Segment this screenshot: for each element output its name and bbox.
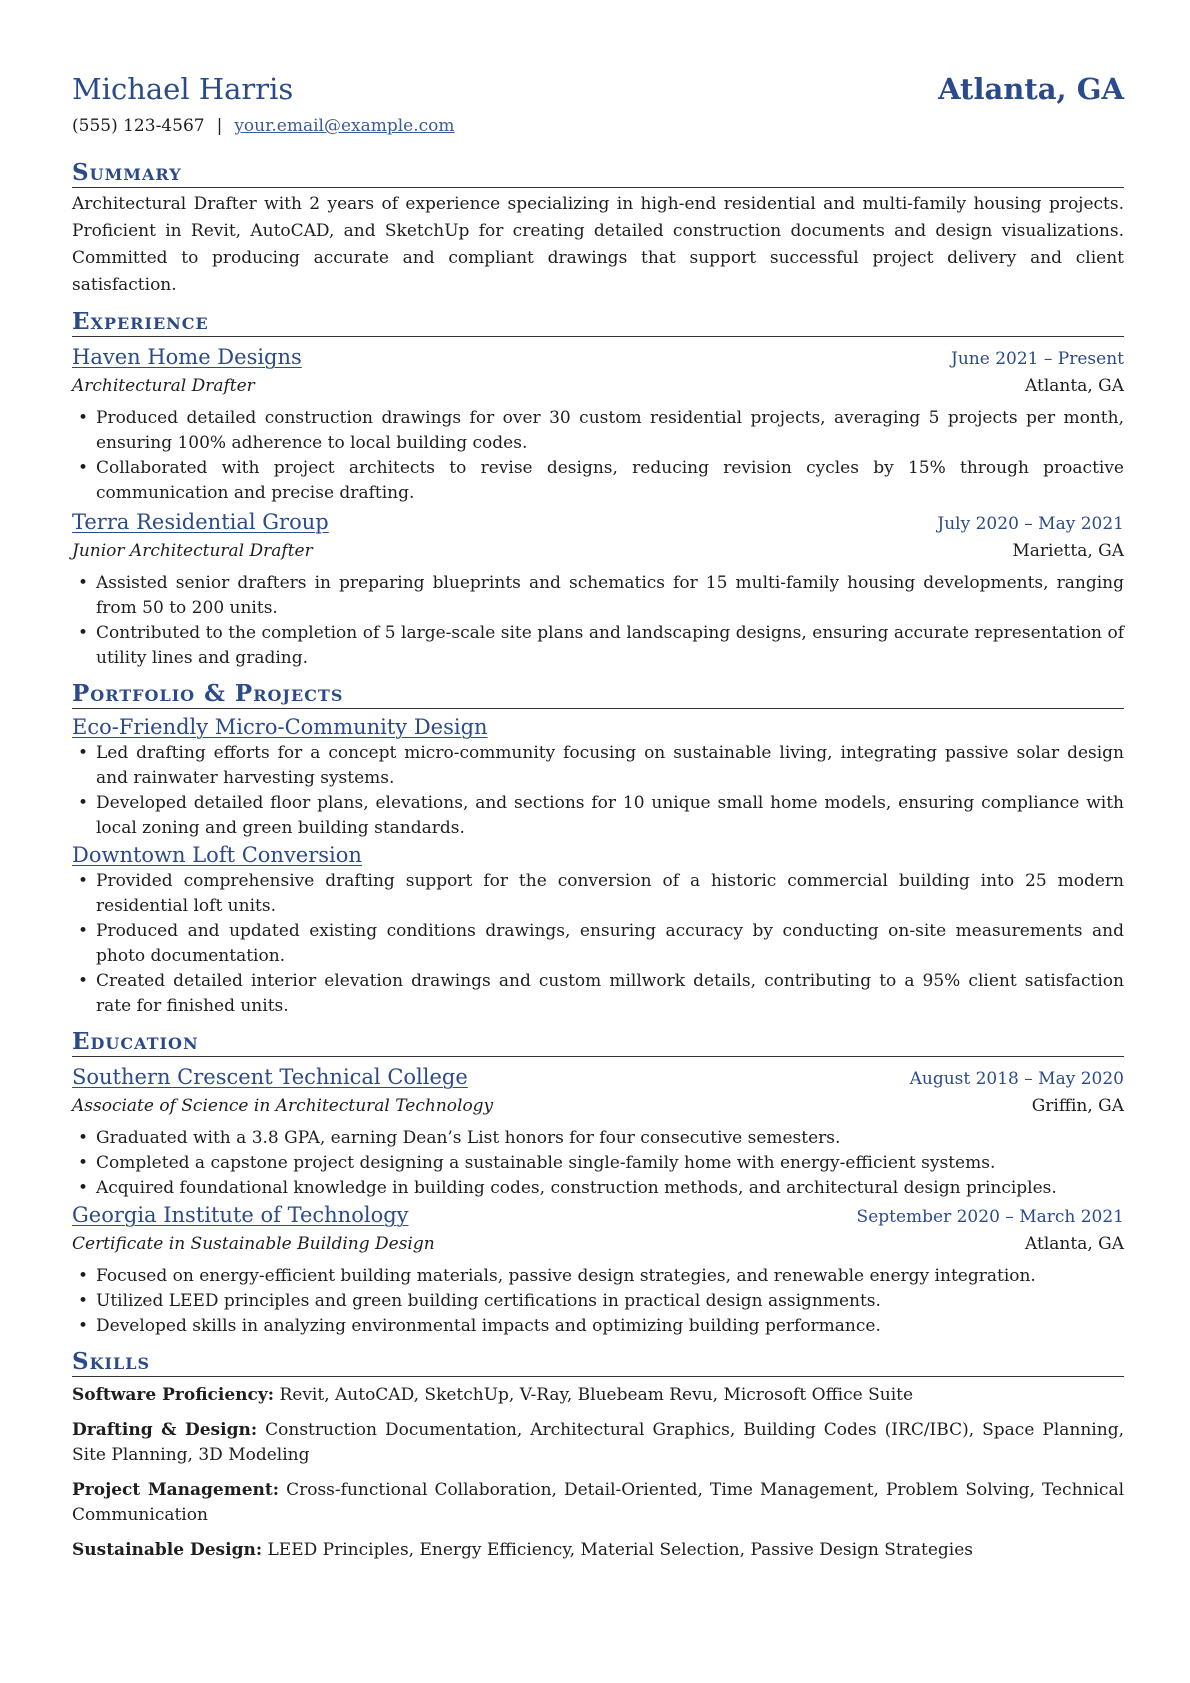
skill-line bbox=[72, 1383, 1124, 1408]
bullet-item: • Utilized LEED principles and green building certifications in practical design assignments. bbox=[96, 1289, 1124, 1314]
entry-location: Griffin, GA bbox=[1031, 1096, 1124, 1116]
bullet-item: • Collaborated with project architects to revise designs, reducing revision cycles by 15% through proactive communication and precise drafting. bbox=[96, 456, 1124, 506]
skill-value: LEED Principles, Energy Efficiency, Material Selection, Passive Design Strategies bbox=[267, 1540, 974, 1560]
job-role: Junior Architectural Drafter bbox=[72, 541, 313, 561]
candidate-location: Atlanta, GA bbox=[938, 72, 1124, 106]
skill-line bbox=[72, 1538, 1124, 1563]
skill-line bbox=[72, 1418, 1124, 1468]
experience-entry bbox=[72, 508, 1124, 671]
education-entry bbox=[72, 1201, 1124, 1339]
skill-value: Construction Documentation, Architectural Graphics, Building Codes (IRC/IBC), Space Planning, Site Planning, 3D Modeling bbox=[72, 1420, 1124, 1465]
entry-location: Atlanta, GA bbox=[1025, 1234, 1124, 1254]
school-link[interactable]: Southern Crescent Technical College bbox=[72, 1065, 468, 1089]
skill-line bbox=[72, 1478, 1124, 1528]
bullet-list bbox=[72, 1264, 1124, 1339]
degree-name: Associate of Science in Architectural Technology bbox=[72, 1096, 494, 1116]
skill-value: Revit, AutoCAD, SketchUp, V-Ray, Bluebeam Revu, Microsoft Office Suite bbox=[279, 1385, 914, 1405]
bullet-item: • Assisted senior drafters in preparing blueprints and schematics for 15 multi-family housing developments, ranging from 50 to 200 units. bbox=[96, 571, 1124, 621]
skills-heading: Skills bbox=[72, 1349, 1124, 1377]
education-heading: Education bbox=[72, 1029, 1124, 1057]
experience-entry bbox=[72, 343, 1124, 506]
bullet-item: • Developed detailed floor plans, elevations, and sections for 10 unique small home models, ensuring compliance with local zoning and green building standards. bbox=[96, 791, 1124, 841]
skill-label: Drafting & Design: bbox=[72, 1420, 258, 1440]
resume-page bbox=[72, 62, 1124, 1563]
experience-heading: Experience bbox=[72, 309, 1124, 337]
bullet-item: • Developed skills in analyzing environmental impacts and optimizing building performance. bbox=[96, 1314, 1124, 1339]
bullet-list bbox=[72, 741, 1124, 841]
email-link[interactable]: your.email@example.com bbox=[234, 116, 455, 136]
entry-dates: September 2020 – March 2021 bbox=[856, 1207, 1124, 1227]
bullet-list bbox=[72, 406, 1124, 506]
bullet-item: • Created detailed interior elevation drawings and custom millwork details, contributing to a 95% client satisfaction rate for finished units. bbox=[96, 969, 1124, 1019]
entry-dates: August 2018 – May 2020 bbox=[909, 1069, 1124, 1089]
skill-label: Project Management: bbox=[72, 1480, 280, 1500]
entry-location: Marietta, GA bbox=[1012, 541, 1124, 561]
header bbox=[72, 62, 1124, 104]
project-entry bbox=[72, 841, 1124, 1019]
bullet-list bbox=[72, 1126, 1124, 1201]
bullet-item: • Acquired foundational knowledge in building codes, construction methods, and architectural design principles. bbox=[96, 1176, 1124, 1201]
skill-label: Sustainable Design: bbox=[72, 1540, 263, 1560]
bullet-item: • Provided comprehensive drafting support for the conversion of a historic commercial building into 25 modern residential loft units. bbox=[96, 869, 1124, 919]
education-entry bbox=[72, 1063, 1124, 1201]
entry-dates: July 2020 – May 2021 bbox=[937, 514, 1124, 534]
bullet-item: • Produced and updated existing conditions drawings, ensuring accuracy by conducting on-site measurements and photo documentation. bbox=[96, 919, 1124, 969]
project-link[interactable]: Downtown Loft Conversion bbox=[72, 843, 362, 867]
bullet-list bbox=[72, 869, 1124, 1019]
company-link[interactable]: Haven Home Designs bbox=[72, 345, 302, 369]
bullet-item: • Contributed to the completion of 5 large-scale site plans and landscaping designs, ensuring accurate representation of utility lines and grading. bbox=[96, 621, 1124, 671]
bullet-item: • Completed a capstone project designing a sustainable single-family home with energy-efficient systems. bbox=[96, 1151, 1124, 1176]
skill-label: Software Proficiency: bbox=[72, 1385, 275, 1405]
candidate-name: Michael Harris bbox=[72, 72, 294, 106]
bullet-item: • Graduated with a 3.8 GPA, earning Dean’s List honors for four consecutive semesters. bbox=[96, 1126, 1124, 1151]
skill-value: Cross-functional Collaboration, Detail-Oriented, Time Management, Problem Solving, Technical Communication bbox=[72, 1480, 1125, 1525]
summary-heading: Summary bbox=[72, 160, 1124, 188]
school-link[interactable]: Georgia Institute of Technology bbox=[72, 1203, 409, 1227]
entry-location: Atlanta, GA bbox=[1025, 376, 1124, 396]
company-link[interactable]: Terra Residential Group bbox=[72, 510, 329, 534]
entry-dates: June 2021 – Present bbox=[951, 349, 1124, 369]
bullet-item: • Produced detailed construction drawings for over 30 custom residential projects, averaging 5 projects per month, ensuring 100% adherence to local building codes. bbox=[96, 406, 1124, 456]
project-link[interactable]: Eco-Friendly Micro-Community Design bbox=[72, 715, 488, 739]
degree-name: Certificate in Sustainable Building Design bbox=[72, 1234, 435, 1254]
contact-separator: | bbox=[216, 116, 223, 136]
summary-text: Architectural Drafter with 2 years of experience specializing in high-end residential and multi-family housing projects. Proficient in Revit, AutoCAD, and SketchUp for creating detailed construction documents and design visualizations. Committed to producing accurate and compliant drawings that support successful project delivery and client satisfaction. bbox=[72, 194, 1124, 295]
bullet-list bbox=[72, 571, 1124, 671]
contact-line bbox=[72, 114, 1124, 138]
phone-number: (555) 123-4567 bbox=[72, 116, 205, 136]
bullet-item: • Focused on energy-efficient building materials, passive design strategies, and renewable energy integration. bbox=[96, 1264, 1124, 1289]
project-entry bbox=[72, 713, 1124, 841]
bullet-item: • Led drafting efforts for a concept micro-community focusing on sustainable living, integrating passive solar design and rainwater harvesting systems. bbox=[96, 741, 1124, 791]
projects-heading: Portfolio & Projects bbox=[72, 681, 1124, 709]
job-role: Architectural Drafter bbox=[72, 376, 255, 396]
